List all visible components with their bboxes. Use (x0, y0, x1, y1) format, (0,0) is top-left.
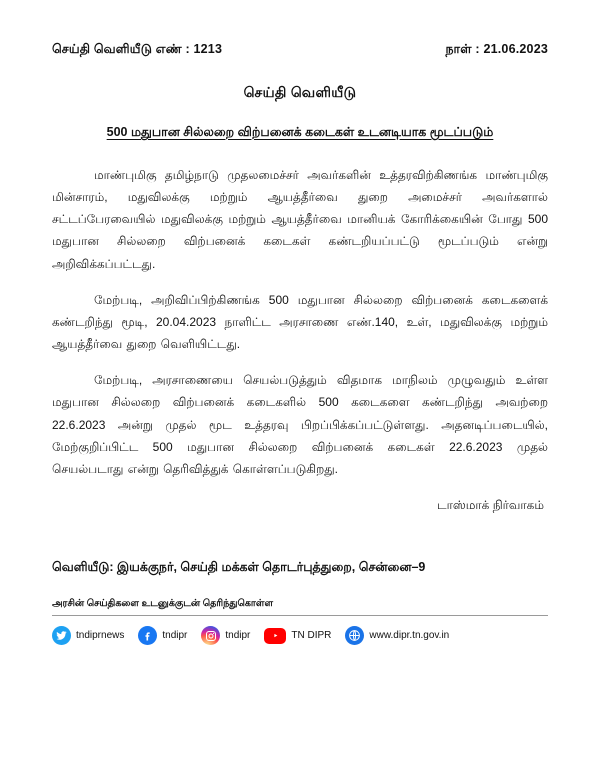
globe-icon (345, 626, 364, 645)
social-label-twitter: tndiprnews (76, 630, 125, 642)
facebook-icon (138, 626, 157, 645)
social-note: அரசின் செய்திகளை உடனுக்குடன் தெரிந்துகொள்ள (52, 598, 274, 610)
social-links-row (52, 626, 548, 645)
release-date: நாள் : 21.06.2023 (445, 42, 548, 56)
paragraph-2: மேற்படி, அறிவிப்பிற்கிணங்க 500 மதுபான சில்லறை விற்பனைக் கடைகளைக் கண்டறிந்து மூடி, 20.04.2023 நாளிட்ட அரசாணை எண்.140, உள், மதுவிலக்கு மற்றும் ஆயத்தீர்வை துறை வெளியிட்டது. (52, 292, 548, 352)
paragraph-1: மாண்புமிகு தமிழ்நாடு முதலமைச்சர் அவர்களின் உத்தரவிற்கிணங்க மாண்புமிகு மின்சாரம், மதுவிலக்கு மற்றும் ஆயத்தீர்வை துறை அமைச்சர் அவர்களால் சட்டப்பேரவையில் மதுவிலக்கு மற்றும் ஆயத்தீர்வை மானியக் கோரிக்கையின் போது 500 மதுபான சில்லறை விற்பனைக் கடைகள் கண்டறியப்பட்டு மூடப்படும் என்று அறிவிக்கப்பட்டது. (52, 167, 548, 271)
social-link-twitter[interactable] (52, 626, 124, 645)
document-header (52, 42, 548, 58)
divider (52, 615, 548, 616)
release-number: செய்தி வெளியீடு எண் : 1213 (52, 42, 223, 56)
page-subtitle: 500 மதுபான சில்லறை விற்பனைக் கடைகள் உடனடியாக மூடப்படும் (106, 125, 494, 139)
social-link-facebook[interactable] (138, 626, 187, 645)
instagram-icon (201, 626, 220, 645)
document-body (52, 164, 548, 480)
signature-line: டாஸ்மாக் நிர்வாகம் (437, 498, 544, 513)
issuer-line: வெளியீடு: இயக்குநர், செய்தி மக்கள் தொடர்புத்துறை, சென்னை–9 (52, 560, 426, 575)
page-title: செய்தி வெளியீடு (243, 84, 357, 100)
youtube-icon (264, 628, 286, 644)
social-link-website[interactable] (345, 626, 449, 645)
social-link-instagram[interactable] (201, 626, 250, 645)
social-label-facebook: tndipr (162, 630, 188, 642)
social-label-website: www.dipr.tn.gov.in (369, 630, 450, 642)
social-label-instagram: tndipr (225, 630, 251, 642)
paragraph-3: மேற்படி, அரசாணையை செயல்படுத்தும் விதமாக மாநிலம் முழுவதும் உள்ள மதுபான சில்லறை விற்பனைக் கடைகளில் 500 கடைகளை கண்டறிந்து அவற்றை 22.6.2023 அன்று முதல் மூட உத்தரவு பிறப்பிக்கப்பட்டுள்ளது. அதனடிப்படையில், மேற்குறிப்பிட்ட 500 மதுபான சில்லறை விற்பனைக் கடைகள் 22.6.2023 முதல் செயல்படாது என்று தெரிவித்துக் கொள்ளப்படுகிறது. (52, 373, 548, 476)
twitter-icon (52, 626, 71, 645)
social-label-youtube: TN DIPR (291, 630, 332, 642)
social-link-youtube[interactable] (264, 628, 331, 644)
